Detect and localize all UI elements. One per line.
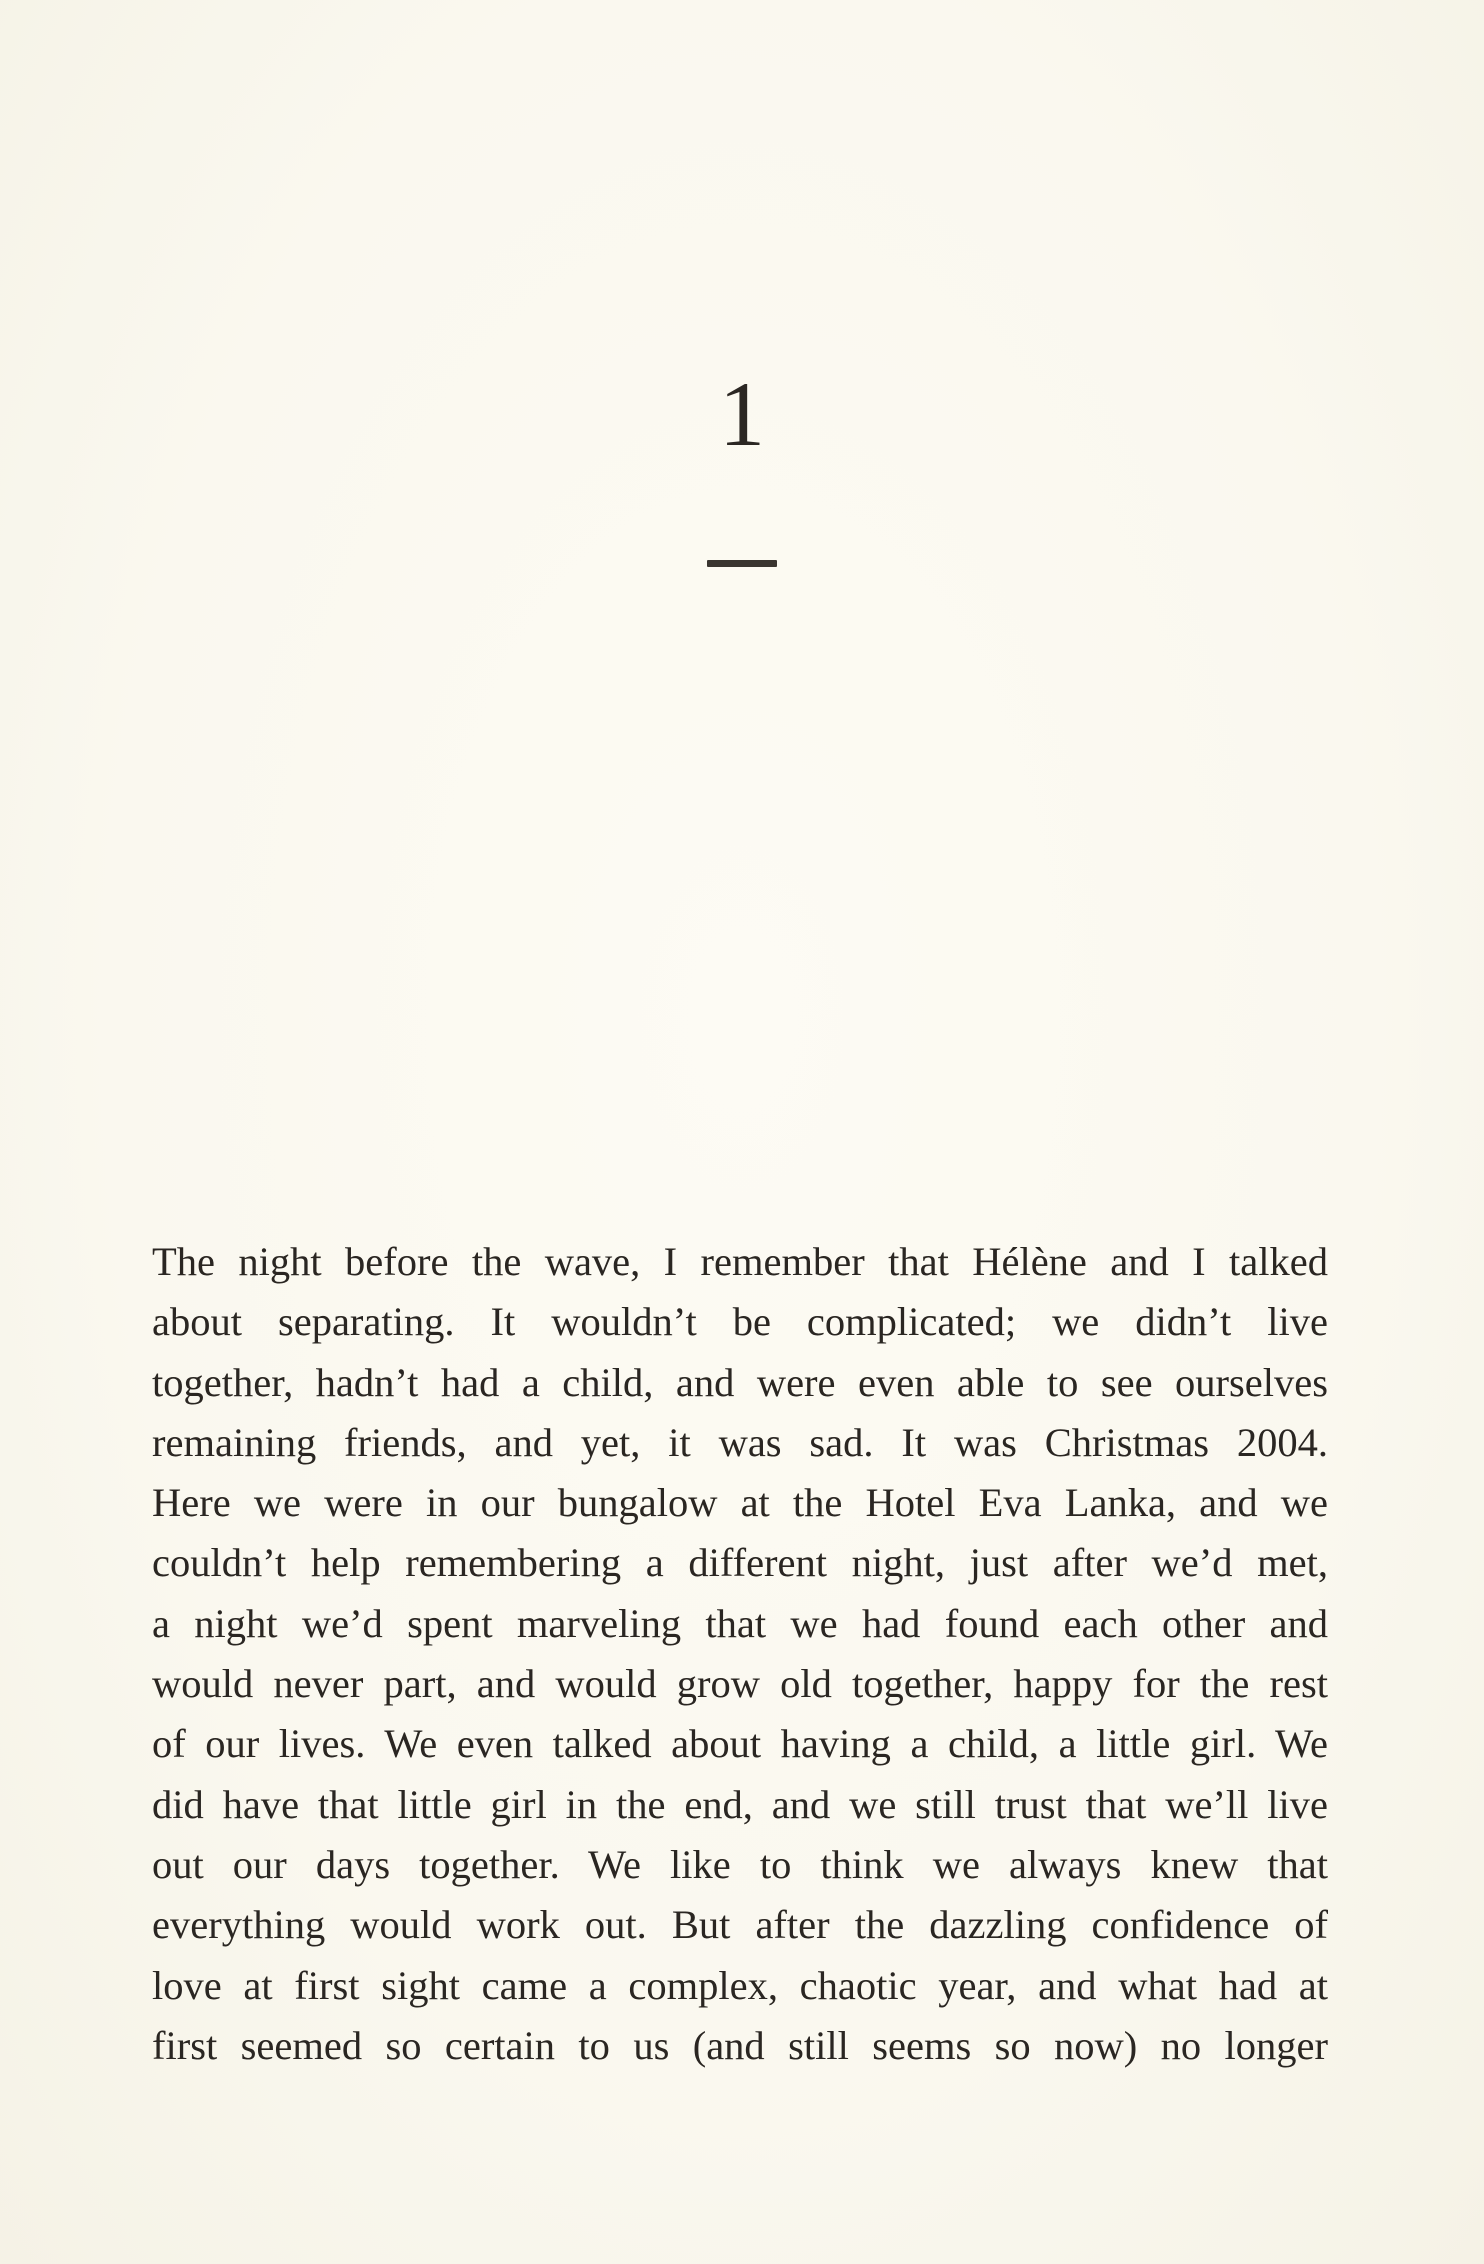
text-line: remaining friends, and yet, it was sad. It was Christmas 2004.: [152, 1419, 1328, 1465]
text-line: about separating. It wouldn’t be complicated; we didn’t live: [152, 1299, 1328, 1345]
text-line: of our lives. We even talked about having a child, a little girl. We: [152, 1721, 1328, 1767]
text-line: love at first sight came a complex, chaotic year, and what had at: [152, 1962, 1328, 2008]
text-line: a night we’d spent marveling that we had found each other and: [152, 1600, 1328, 1646]
text-line: together, hadn’t had a child, and were even able to see ourselves: [152, 1359, 1328, 1405]
text-line: first seemed so certain to us (and still seems so now) no longer: [152, 2022, 1328, 2068]
chapter-number: 1: [719, 363, 765, 465]
chapter-ornament-rule: [707, 560, 777, 567]
text-line: did have that little girl in the end, and we still trust that we’ll live: [152, 1781, 1328, 1827]
text-line: would never part, and would grow old together, happy for the rest: [152, 1661, 1328, 1707]
text-line: Here we were in our bungalow at the Hotel Eva Lanka, and we: [152, 1480, 1328, 1526]
text-line: The night before the wave, I remember that Hélène and I talked: [152, 1239, 1328, 1284]
text-line: everything would work out. But after the dazzling confidence of: [152, 1902, 1328, 1948]
text-line: out our days together. We like to think we always knew that: [152, 1841, 1328, 1887]
text-line: couldn’t help remembering a different night, just after we’d met,: [152, 1540, 1328, 1586]
body-paragraph: [152, 1232, 1328, 2076]
